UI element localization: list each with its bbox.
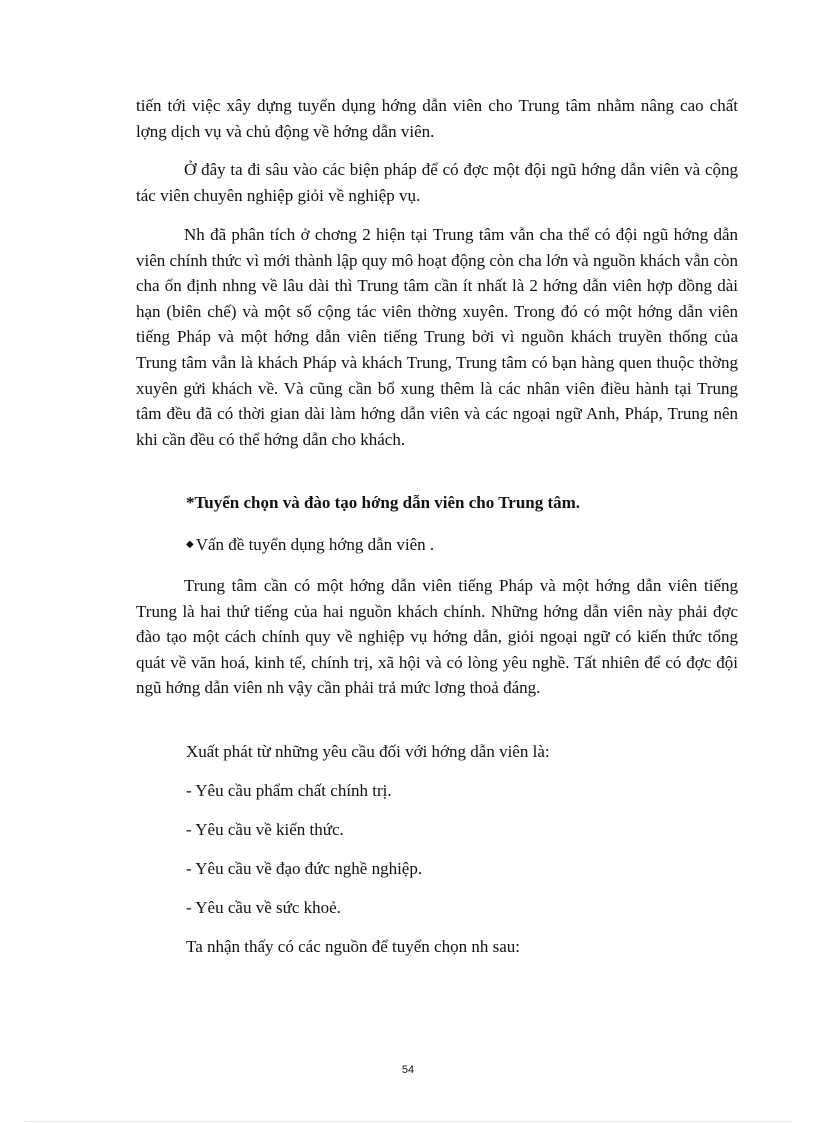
paragraph-focus: Ở đây ta đi sâu vào các biện pháp để có đợc một đội ngũ hớng dẫn viên và cộng tác viên chuyên nghiệp giỏi về nghiệp vụ. xyxy=(136,160,738,205)
paragraph-analysis: Nh đã phân tích ở chơng 2 hiện tại Trung tâm vẫn cha thể có đội ngũ hớng dẫn viên chính thức vì mới thành lập quy mô hoạt động còn cha lớn và nguồn khách vẫn còn cha ổn định nhng về lâu dài thì Trung tâm cần ít nhất là 2 hớng dẫn viên hợp đồng dài hạn (biên chế) và một số cộng tác viên thờng xuyên. Trong đó có một hớng dẫn viên tiếng Pháp và một hớng dẫn viên tiếng Trung bởi vì nguồn khách truyền thống của Trung tâm vẫn là khách Pháp và khách Trung, Trung tâm có bạn hàng quen thuộc thờng xuyên gửi khách về. Và cũng cần bổ xung thêm là các nhân viên điều hành tại Trung tâm đều đã có thời gian dài làm hớng dẫn viên và các ngoại ngữ Anh, Pháp, Trung nên khi cần đều có thể hớng dẫn cho khách. xyxy=(136,225,738,449)
section-heading: *Tuyển chọn và đào tạo hớng dẫn viên cho Trung tâm. xyxy=(186,493,581,512)
requirement-health: - Yêu cầu về sức khoẻ. xyxy=(186,898,341,917)
requirement-ethics: - Yêu cầu về đạo đức nghề nghiệp. xyxy=(186,859,423,878)
bullet-text: Vấn đề tuyển dụng hớng dẫn viên . xyxy=(195,535,435,554)
diamond-bullet-icon: ◆ xyxy=(186,539,194,550)
bullet-item xyxy=(186,532,738,558)
sources-intro: Ta nhận thấy có các nguồn để tuyển chọn nh sau: xyxy=(186,937,520,956)
requirement-knowledge: - Yêu cầu về kiến thức. xyxy=(186,820,344,839)
paragraph-intro: tiến tới việc xây dựng tuyển dụng hớng dẫn viên cho Trung tâm nhằm nâng cao chất lợng dịch vụ và chủ động về hớng dẫn viên. xyxy=(136,96,738,141)
page-bottom-divider xyxy=(24,1121,792,1122)
requirements-intro: Xuất phát từ những yêu cầu đối với hớng dẫn viên là: xyxy=(186,742,550,761)
page-number: 54 xyxy=(401,1064,415,1076)
requirement-politics: - Yêu cầu phẩm chất chính trị. xyxy=(186,781,392,800)
paragraph-requirements: Trung tâm cần có một hớng dẫn viên tiếng Pháp và một hớng dẫn viên tiếng Trung là hai thứ tiếng của hai nguồn khách chính. Những hớng dẫn viên này phải đợc đào tạo một cách chính quy về nghiệp vụ hớng dẫn, giỏi ngoại ngữ có kiến thức tổng quát về văn hoá, kinh tế, chính trị, xã hội và có lòng yêu nghề. Tất nhiên để có đợc đội ngũ hớng dẫn viên nh vậy cần phải trả mức lơng thoả đáng. xyxy=(136,576,738,698)
